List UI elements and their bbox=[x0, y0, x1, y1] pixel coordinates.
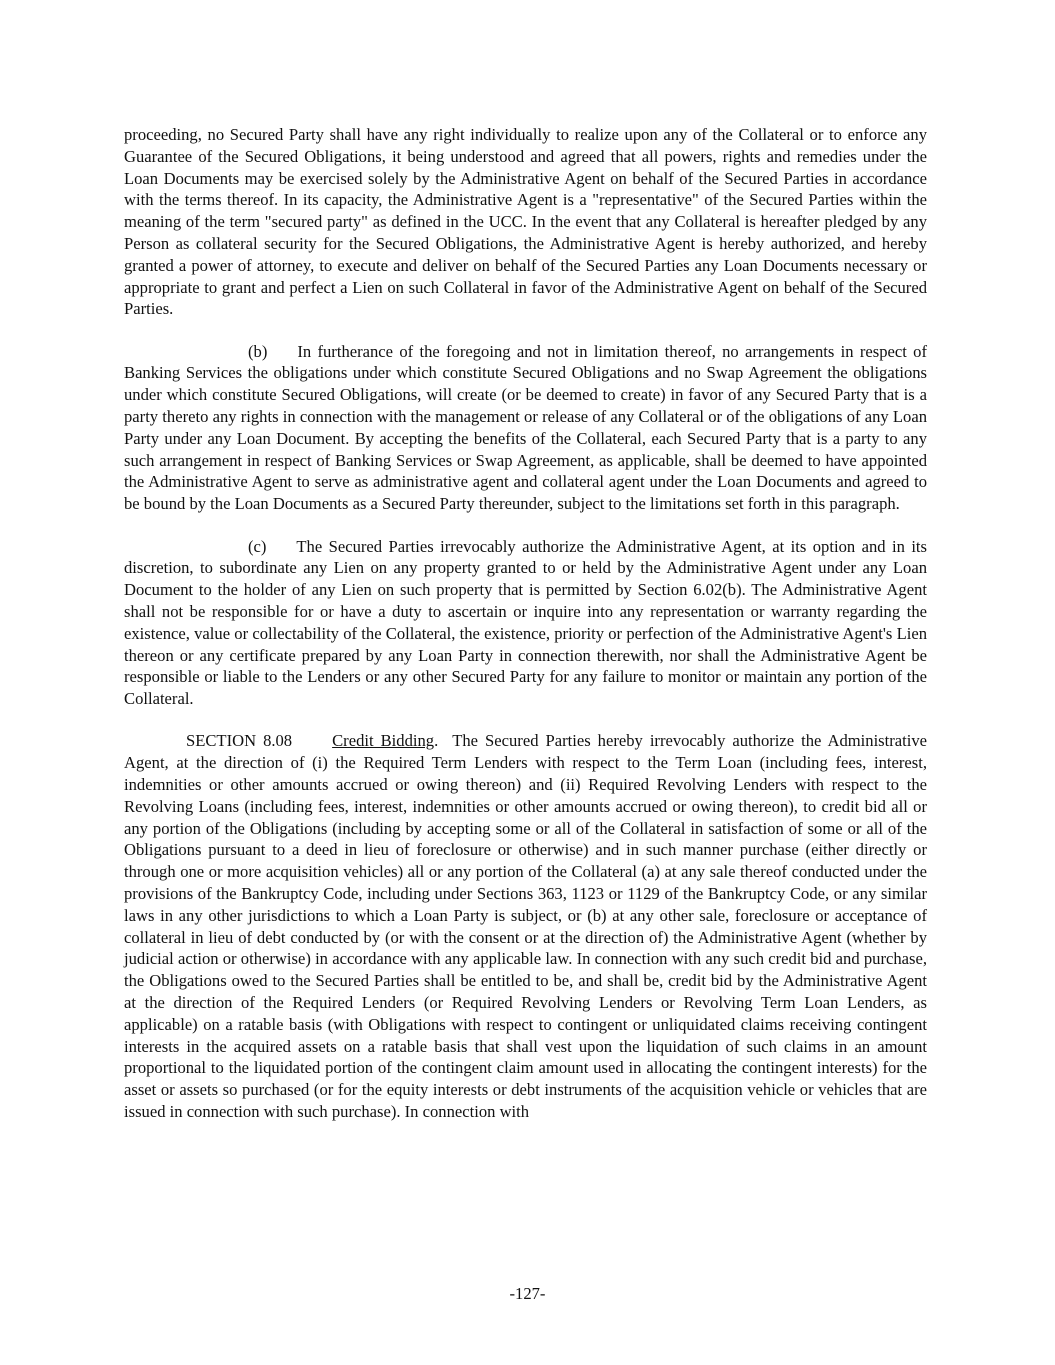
section-text: The Secured Parties hereby irrevocably authorize the Administrative Agent, at the direction of (i) the Required Term Lenders with respect to the Term Loan (including fees, interest, indemnities or other amounts accrued or owing thereon) and (ii) Required Revolving Lenders with respect to the Revolving Loans (including fees, interest, indemnities or other amounts accrued or owing thereon), to credit bid all or any portion of the Obligations (including by accepting some or all of the Collateral in satisfaction of some or all of the Obligations pursuant to a deed in lieu of foreclosure or otherwise) and in such manner purchase (either directly or through one or more acquisition vehicles) all or any portion of the Collateral (a) at any sale thereof conducted under the provisions of the Bankruptcy Code, including under Sections 363, 1123 or 1129 of the Bankruptcy Code, or any similar laws in any other jurisdictions to which a Loan Party is subject, or (b) at any other sale, foreclosure or acceptance of collateral in lieu of debt conducted by (or with the consent or at the direction of) the Administrative Agent (whether by judicial action or otherwise) in accordance with any applicable law. In connection with any such credit bid and purchase, the Obligations owed to the Secured Parties shall be entitled to be, and shall be, credit bid by the Administrative Agent at the direction of the Required Lenders (or Required Revolving Lenders or Revolving Term Loan Lenders, as applicable) on a ratable basis (with Obligations with respect to contingent or unliquidated claims receiving contingent interests in the acquired assets on a ratable basis that shall vest upon the liquidation of such claims in an amount proportional to the liquidated portion of the contingent claim amount used in allocating the contingent interests) for the asset or assets so purchased (or for the equity interests or debt instruments of the acquisition vehicle or vehicles that are issued in connection with such purchase). In connection with bbox=[124, 731, 928, 1121]
paragraph-c-text: The Secured Parties irrevocably authorize the Administrative Agent, at its option and in its discretion, to subordinate any Lien on any property granted to or held by the Administrative Agent under any Loan Document to the holder of any Lien on such property that is permitted by Section 6.02(b). The Administrative Agent shall not be responsible for or have a duty to ascertain or inquire into any representation or warranty regarding the existence, value or collectability of the Collateral, the existence, priority or perfection of the Administrative Agent's Lien thereon or any certificate prepared by any Loan Party in connection therewith, nor shall the Administrative Agent be responsible or liable to the Lenders or any other Secured Party for any failure to monitor or maintain any portion of the Collateral. bbox=[124, 536, 927, 709]
section-heading-punct: . bbox=[434, 731, 439, 751]
section-number: SECTION 8.08 bbox=[186, 731, 293, 751]
paragraph-b-text: In furtherance of the foregoing and not in limitation thereof, no arrangements in respect of Banking Services the obligations under which constitute Secured Obligations and no Swap Agreement the obligations under which constitute Secured Obligations, will create (or be deemed to create) in favor of any Secured Party that is a party thereto any rights in connection with the management or release of any Collateral or of the obligations of any Loan Party under any Loan Document. By accepting the benefits of the Collateral, each Secured Party that is a party to any such arrangement in respect of Banking Services or Swap Agreement, as applicable, shall be deemed to have appointed the Administrative Agent to serve as administrative agent and collateral agent under the Loan Documents and agreed to be bound by the Loan Documents as a Secured Party thereunder, subject to the limitations set forth in this paragraph. bbox=[124, 341, 927, 514]
paragraph-b bbox=[124, 341, 927, 515]
paragraph-c-label: (c) bbox=[248, 536, 267, 556]
document-page bbox=[124, 124, 927, 1143]
paragraph-c bbox=[124, 536, 927, 710]
section-8-08 bbox=[124, 730, 927, 1122]
paragraph-b-label: (b) bbox=[248, 341, 268, 361]
page-number: -127- bbox=[509, 1284, 546, 1303]
section-heading: Credit Bidding bbox=[332, 731, 435, 751]
paragraph-continuation: proceeding, no Secured Party shall have any right individually to realize upon any of the Collateral or to enforce any Guarantee of the Secured Obligations, it being understood and agreed that all powers, rights and remedies under the Loan Documents may be exercised solely by the Administrative Agent on behalf of the Secured Parties in accordance with the terms thereof. In its capacity, the Administrative Agent is a "representative" of the Secured Parties within the meaning of the term "secured party" as defined in the UCC. In the event that any Collateral is hereafter pledged by any Person as collateral security for the Secured Obligations, the Administrative Agent is hereby authorized, and hereby granted a power of attorney, to execute and deliver on behalf of the Secured Parties any Loan Documents necessary or appropriate to grant and perfect a Lien on such Collateral in favor of the Administrative Agent on behalf of the Secured Parties. bbox=[124, 125, 927, 319]
